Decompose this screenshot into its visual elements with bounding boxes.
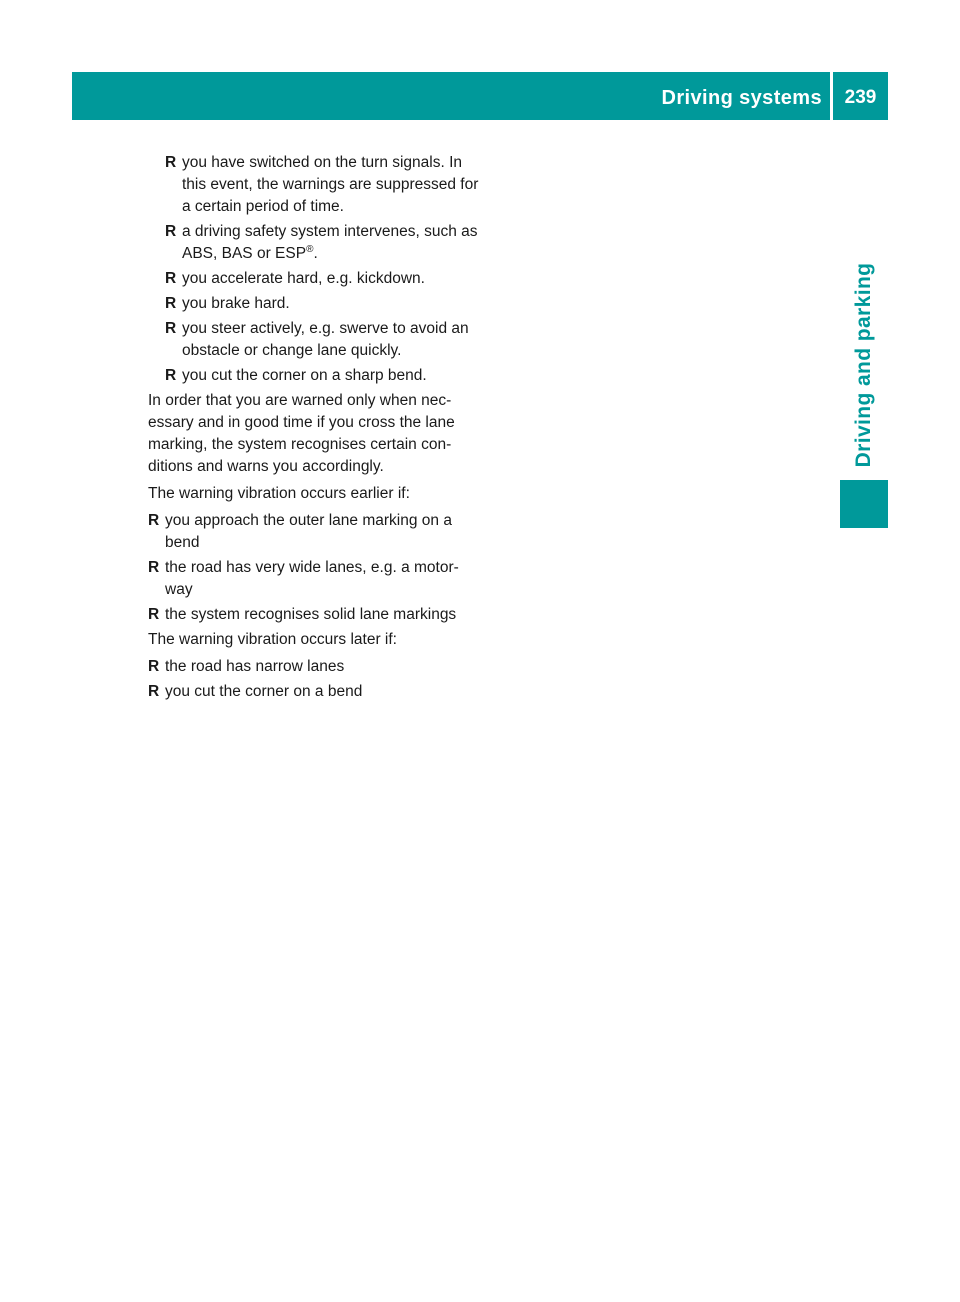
section-title: Driving systems xyxy=(661,87,822,109)
list-item-text: a driving safety system intervenes, such as ABS, BAS or ESP xyxy=(182,223,478,262)
list-item-text: you cut the corner on a bend xyxy=(165,683,363,700)
list-item xyxy=(148,656,482,678)
list-item-text: the system recognises solid lane markings xyxy=(165,606,457,623)
list-item-text: you steer actively, e.g. swerve to avoid an obstacle or change lane quickly. xyxy=(182,320,469,359)
list-item-text: the road has very wide lanes, e.g. a motor- way xyxy=(165,559,459,598)
paragraph: The warning vibration occurs later if: xyxy=(148,631,397,648)
bullet-marker: R xyxy=(165,367,177,384)
bullet-marker: R xyxy=(148,559,160,576)
bullet-marker: R xyxy=(148,658,160,675)
body-text xyxy=(148,152,482,706)
list-item xyxy=(148,681,482,703)
list-item-text: you cut the corner on a sharp bend. xyxy=(182,367,427,384)
section-header-bar xyxy=(72,72,888,120)
list-item xyxy=(148,604,482,626)
side-tab xyxy=(840,255,888,475)
list-item-text: the road has narrow lanes xyxy=(165,658,345,675)
list-item xyxy=(148,510,482,554)
list-item-text: you accelerate hard, e.g. kickdown. xyxy=(182,270,425,287)
bullet-marker: R xyxy=(148,606,160,623)
list-item xyxy=(148,557,482,601)
list-item xyxy=(165,221,482,265)
list-item-text: you approach the outer lane marking on a bend xyxy=(165,512,452,551)
side-tab-marker xyxy=(840,480,888,528)
list-item xyxy=(165,318,482,362)
bullet-marker: R xyxy=(165,295,177,312)
paragraph: The warning vibration occurs earlier if: xyxy=(148,485,410,502)
page-number: 239 xyxy=(844,87,877,108)
list-item xyxy=(165,268,482,290)
bullet-marker: R xyxy=(148,512,160,529)
bullet-marker: R xyxy=(165,154,177,171)
list-item xyxy=(165,293,482,315)
list-item-text: you have switched on the turn signals. In this event, the warnings are suppressed for a certain period of time. xyxy=(182,154,479,215)
paragraph: In order that you are warned only when nec- essary and in good time if you cross the lane marking, the system recognises certain con- ditions and warns you accordingly. xyxy=(148,392,455,475)
list-item-text: you brake hard. xyxy=(182,295,290,312)
list-item xyxy=(165,365,482,387)
side-tab-label: Driving and parking xyxy=(852,262,875,468)
list-item xyxy=(165,152,482,218)
bullet-marker: R xyxy=(165,320,177,337)
bullet-marker: R xyxy=(165,270,177,287)
list-item-suffix: . xyxy=(313,245,318,262)
bullet-marker: R xyxy=(148,683,160,700)
bullet-marker: R xyxy=(165,223,177,240)
registered-mark: ® xyxy=(306,243,314,255)
